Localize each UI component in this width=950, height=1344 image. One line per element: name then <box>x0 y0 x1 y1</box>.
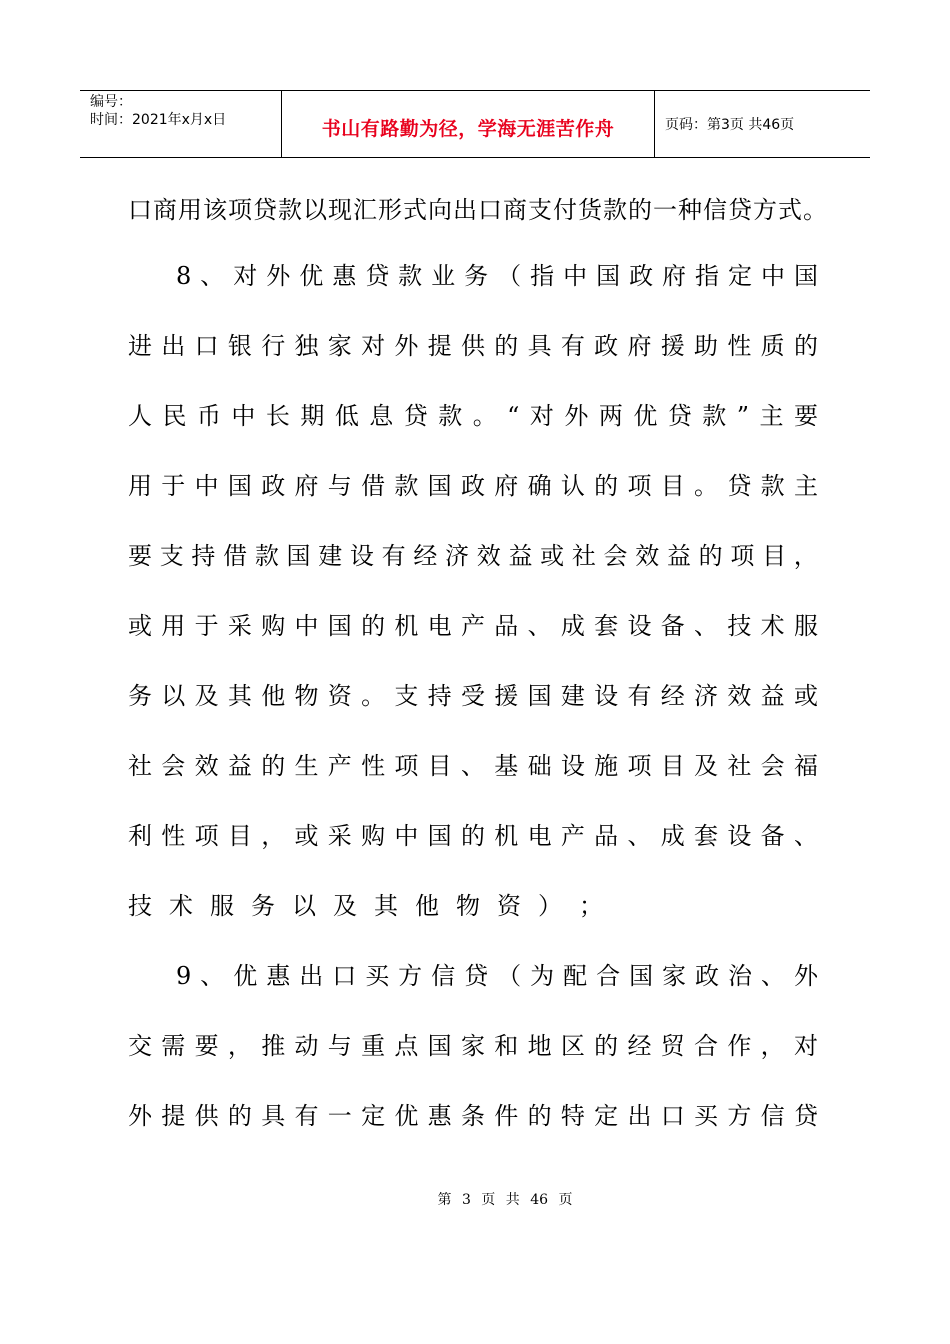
body-char: 套 <box>594 612 619 640</box>
body-char: 的 <box>527 1102 552 1130</box>
body-char: 定 <box>728 262 753 290</box>
body-char: 支 <box>394 682 419 710</box>
body-char: 8 <box>176 262 192 290</box>
body-char: 国 <box>227 472 252 500</box>
body-char: 用 <box>128 472 152 500</box>
body-char: 质 <box>760 332 785 360</box>
body-char: 主 <box>759 402 784 430</box>
body-char: 目 <box>660 472 685 500</box>
body-char: 、 <box>200 962 225 990</box>
body-line <box>128 606 818 676</box>
body-char: 人 <box>128 402 152 430</box>
body-char: 采 <box>227 612 252 640</box>
body-char: 借 <box>361 472 386 500</box>
body-char: 条 <box>460 1102 485 1130</box>
body-line <box>128 816 818 886</box>
body-line <box>128 466 818 536</box>
body-char: 优 <box>299 262 324 290</box>
body-char: 建 <box>318 542 343 570</box>
body-char: 、 <box>527 612 552 640</box>
body-char: 对 <box>361 332 386 360</box>
body-char: 会 <box>161 752 186 780</box>
body-char: 以 <box>161 682 186 710</box>
body-char: 益 <box>760 682 785 710</box>
body-line <box>128 956 818 1026</box>
body-char: 项 <box>627 472 652 500</box>
body-char: 采 <box>327 822 352 850</box>
header-motto-cell <box>282 91 655 157</box>
body-char: 服 <box>793 612 818 640</box>
body-char: 口 <box>194 332 219 360</box>
body-char: 款 <box>394 472 419 500</box>
body-char: 点 <box>394 1032 419 1060</box>
body-char: 持 <box>191 542 216 570</box>
body-char: 、 <box>627 822 652 850</box>
body-char: 中 <box>231 402 256 430</box>
body-char: 。 <box>361 682 386 710</box>
body-char: 物 <box>294 682 319 710</box>
body-char: 款 <box>760 472 785 500</box>
body-char: 产 <box>560 822 585 850</box>
body-char: 主 <box>793 472 818 500</box>
body-char: ； <box>579 892 603 920</box>
body-char: 、 <box>761 962 785 990</box>
body-char: 的 <box>460 822 485 850</box>
body-char: 外 <box>128 1102 152 1130</box>
body-char: 。 <box>472 402 497 430</box>
body-char: 提 <box>427 332 452 360</box>
body-char: 政 <box>594 332 619 360</box>
body-char: 设 <box>594 682 619 710</box>
body-char: 指 <box>695 262 720 290</box>
body-char: 机 <box>494 822 519 850</box>
body-char: 技 <box>727 612 752 640</box>
body-line <box>128 396 818 466</box>
body-char: 及 <box>194 682 219 710</box>
body-char: 中 <box>294 612 319 640</box>
body-char: 经 <box>413 542 438 570</box>
body-line <box>128 326 818 396</box>
body-char: 为 <box>530 962 555 990</box>
body-char: 目 <box>660 752 685 780</box>
body-char: 民 <box>162 402 187 430</box>
body-char: 国 <box>527 682 552 710</box>
body-char: 供 <box>194 1102 219 1130</box>
body-char: 支 <box>159 542 184 570</box>
body-char: 确 <box>527 472 552 500</box>
body-char: 两 <box>598 402 623 430</box>
body-char: 期 <box>300 402 325 430</box>
body-char: 治 <box>728 962 753 990</box>
body-char: 务 <box>464 262 489 290</box>
body-char: 9 <box>176 962 192 990</box>
body-char: 项 <box>730 542 755 570</box>
body-char: 政 <box>261 472 286 500</box>
body-char: 经 <box>660 682 685 710</box>
body-char: 外 <box>793 962 818 990</box>
body-char: 定 <box>594 1102 619 1130</box>
body-char: 成 <box>660 822 685 850</box>
body-line <box>128 256 818 326</box>
body-char: 款 <box>438 402 463 430</box>
body-char: 的 <box>361 612 386 640</box>
body-line <box>128 1096 818 1166</box>
body-char: 资 <box>497 892 521 920</box>
body-char: 特 <box>560 1102 585 1130</box>
document-body <box>128 190 828 1166</box>
body-char: 中 <box>194 472 219 500</box>
body-char: 推 <box>261 1032 286 1060</box>
body-char: 信 <box>760 1102 785 1130</box>
body-char: 其 <box>374 892 398 920</box>
body-char: 。 <box>694 472 719 500</box>
body-line <box>128 536 818 606</box>
body-char: 国 <box>327 612 352 640</box>
body-char: 的 <box>261 752 286 780</box>
body-char: 政 <box>629 262 654 290</box>
body-char: 与 <box>327 472 352 500</box>
body-char: 助 <box>694 332 719 360</box>
body-char: 府 <box>294 472 319 500</box>
body-char: 和 <box>494 1032 519 1060</box>
body-char: 产 <box>460 612 485 640</box>
body-char: 利 <box>128 822 152 850</box>
body-char: 物 <box>456 892 480 920</box>
body-char: 有 <box>381 542 406 570</box>
body-char: 对 <box>529 402 554 430</box>
body-char: 基 <box>494 752 519 780</box>
body-char: 项 <box>194 822 219 850</box>
body-char: 要 <box>793 402 818 430</box>
body-char: 府 <box>494 472 519 500</box>
body-char: 重 <box>361 1032 386 1060</box>
body-char: 用 <box>161 612 186 640</box>
body-char: 对 <box>233 262 258 290</box>
body-char: 贷 <box>403 402 428 430</box>
body-char: 与 <box>327 1032 352 1060</box>
body-char: 的 <box>698 542 723 570</box>
body-char: 目 <box>227 822 252 850</box>
body-char: 指 <box>530 262 555 290</box>
body-char: 或 <box>128 612 152 640</box>
body-char: “ <box>507 402 520 430</box>
body-char: 机 <box>394 612 419 640</box>
body-char: 国 <box>629 962 654 990</box>
body-char: 品 <box>594 822 619 850</box>
body-char: 务 <box>128 682 152 710</box>
body-char: 低 <box>334 402 359 430</box>
body-char: 设 <box>727 822 752 850</box>
body-char: 业 <box>431 262 456 290</box>
body-char: 信 <box>431 962 456 990</box>
body-char: ， <box>227 1032 252 1060</box>
body-char: 目 <box>762 542 787 570</box>
body-line: 口商用该项贷款以现汇形式向出口商支付货款的一种信贷方式。 <box>128 196 828 224</box>
body-char: 贷 <box>793 1102 818 1130</box>
body-char: 银 <box>227 332 252 360</box>
body-char: 服 <box>210 892 234 920</box>
body-char: 有 <box>294 1102 319 1130</box>
body-line <box>128 676 818 746</box>
body-char: 、 <box>200 262 225 290</box>
body-char: 出 <box>627 1102 652 1130</box>
body-char: ， <box>793 542 818 570</box>
header-meta <box>80 91 282 157</box>
body-char: 、 <box>793 822 818 850</box>
body-char: 方 <box>727 1102 752 1130</box>
body-char: 社 <box>727 752 752 780</box>
body-char: 的 <box>594 472 619 500</box>
body-char: ， <box>760 1032 785 1060</box>
body-char: 建 <box>560 682 585 710</box>
body-char: 会 <box>760 752 785 780</box>
body-char: 、 <box>460 752 485 780</box>
body-char: 贷 <box>667 402 692 430</box>
body-char: 合 <box>694 1032 719 1060</box>
body-char: 社 <box>571 542 596 570</box>
body-char: 中 <box>563 262 588 290</box>
body-char: 援 <box>660 332 685 360</box>
body-char: 益 <box>227 752 252 780</box>
body-char: 的 <box>594 1032 619 1060</box>
body-char: 购 <box>261 612 286 640</box>
body-char: 技 <box>128 892 152 920</box>
body-char: 国 <box>286 542 311 570</box>
body-char: 府 <box>662 262 687 290</box>
body-char: 套 <box>694 822 719 850</box>
body-char: 于 <box>194 612 219 640</box>
body-char: 项 <box>394 752 419 780</box>
body-char: 性 <box>161 822 186 850</box>
body-char: 以 <box>292 892 316 920</box>
body-char: 设 <box>349 542 374 570</box>
body-line <box>128 1026 818 1096</box>
body-char: 有 <box>627 682 652 710</box>
body-char: ， <box>261 822 286 850</box>
body-char: 外 <box>394 332 419 360</box>
body-char: 社 <box>128 752 152 780</box>
body-char: 具 <box>527 332 552 360</box>
body-char: 独 <box>294 332 319 360</box>
body-char: 或 <box>540 542 565 570</box>
body-char: 备 <box>660 612 685 640</box>
body-char: 合 <box>596 962 621 990</box>
body-char: 的 <box>227 1102 252 1130</box>
body-char: 政 <box>460 472 485 500</box>
body-char: 项 <box>627 752 652 780</box>
body-char: 惠 <box>332 262 357 290</box>
body-char: 出 <box>161 332 186 360</box>
body-char: 电 <box>527 822 552 850</box>
body-char: 要 <box>194 1032 219 1060</box>
body-char: （ <box>497 962 522 990</box>
body-char: 优 <box>394 1102 419 1130</box>
body-char: 贷 <box>464 962 489 990</box>
body-char: 口 <box>332 962 357 990</box>
body-char: 政 <box>695 962 720 990</box>
body-char: （ <box>497 262 522 290</box>
body-char: 交 <box>128 1032 152 1060</box>
body-char: ） <box>538 892 562 920</box>
body-char: 方 <box>398 962 423 990</box>
body-char: 提 <box>161 1102 186 1130</box>
body-char: 效 <box>635 542 660 570</box>
body-char: 他 <box>261 682 286 710</box>
body-char: 借 <box>223 542 248 570</box>
body-char: 品 <box>494 612 519 640</box>
body-char: 务 <box>251 892 275 920</box>
body-char: 地 <box>527 1032 552 1060</box>
body-char: 优 <box>233 962 258 990</box>
body-char: 国 <box>793 262 818 290</box>
body-char: 会 <box>603 542 628 570</box>
body-char: 认 <box>560 472 585 500</box>
body-char: 长 <box>265 402 290 430</box>
body-char: 产 <box>327 752 352 780</box>
body-line <box>128 886 818 956</box>
body-char: 援 <box>494 682 519 710</box>
body-char: 及 <box>333 892 357 920</box>
body-char: 中 <box>761 262 785 290</box>
body-char: 术 <box>760 612 785 640</box>
body-char: 行 <box>261 332 286 360</box>
body-char: 件 <box>494 1102 519 1130</box>
body-char: 作 <box>727 1032 752 1060</box>
body-char: 济 <box>694 682 719 710</box>
page-header <box>80 90 870 158</box>
document-number-label: 编号： <box>90 94 132 110</box>
header-page-number: 页码：第3页 共46页 <box>665 117 795 133</box>
body-char: 设 <box>627 612 652 640</box>
body-char: 定 <box>361 1102 386 1130</box>
body-char: 款 <box>398 262 423 290</box>
body-char: 设 <box>560 752 585 780</box>
body-char: 区 <box>560 1032 585 1060</box>
body-char: 买 <box>694 1102 719 1130</box>
body-char: 施 <box>594 752 619 780</box>
header-page-cell <box>655 91 870 157</box>
body-char: 受 <box>460 682 485 710</box>
body-char: 效 <box>476 542 501 570</box>
body-char: 购 <box>361 822 386 850</box>
body-char: 成 <box>560 612 585 640</box>
body-char: 一 <box>327 1102 352 1130</box>
body-char: 家 <box>327 332 352 360</box>
body-char: 款 <box>254 542 279 570</box>
body-char: 外 <box>266 262 291 290</box>
body-char: 惠 <box>427 1102 452 1130</box>
body-char: 他 <box>415 892 439 920</box>
body-char: 效 <box>194 752 219 780</box>
body-char: 家 <box>460 1032 485 1060</box>
body-char: 术 <box>169 892 193 920</box>
body-char: 对 <box>793 1032 818 1060</box>
body-char: 其 <box>227 682 252 710</box>
body-char: 或 <box>294 822 319 850</box>
body-char: 贷 <box>727 472 752 500</box>
body-char: 效 <box>727 682 752 710</box>
body-char: 于 <box>161 472 186 500</box>
body-char: 益 <box>508 542 533 570</box>
body-char: 出 <box>299 962 324 990</box>
body-char: 惠 <box>266 962 291 990</box>
page-footer: 第 3 页 共 46 页 <box>437 1192 573 1208</box>
body-char: 生 <box>294 752 319 780</box>
body-char: 备 <box>760 822 785 850</box>
body-char: 有 <box>560 332 585 360</box>
body-char: 的 <box>494 332 519 360</box>
body-char: 要 <box>128 542 152 570</box>
body-char: 国 <box>427 1032 452 1060</box>
body-char: 经 <box>627 1032 652 1060</box>
body-char: 益 <box>666 542 691 570</box>
body-char: 性 <box>727 332 752 360</box>
document-time-label: 时间：2021年x月x日 <box>90 112 227 128</box>
body-char: 府 <box>627 332 652 360</box>
body-char: 供 <box>460 332 485 360</box>
body-char: 础 <box>527 752 552 780</box>
body-char: 家 <box>662 962 687 990</box>
body-char: 具 <box>261 1102 286 1130</box>
body-char: 进 <box>128 332 152 360</box>
body-char: 息 <box>369 402 394 430</box>
body-char: 款 <box>702 402 727 430</box>
body-char: 资 <box>327 682 352 710</box>
body-char: 济 <box>445 542 470 570</box>
body-char: 币 <box>196 402 221 430</box>
body-char: 动 <box>294 1032 319 1060</box>
body-char: 外 <box>564 402 589 430</box>
body-char: 目 <box>427 752 452 780</box>
body-char: 贷 <box>365 262 390 290</box>
header-motto: 书山有路勤为径，学海无涯苦作舟 <box>321 117 615 140</box>
body-char: 、 <box>694 612 719 640</box>
body-char: 优 <box>633 402 658 430</box>
body-char: 国 <box>427 822 452 850</box>
body-char: 口 <box>660 1102 685 1130</box>
body-char: 买 <box>365 962 390 990</box>
body-char: 电 <box>427 612 452 640</box>
body-line <box>128 746 818 816</box>
body-char: 需 <box>161 1032 186 1060</box>
body-char: 配 <box>563 962 588 990</box>
body-char: 中 <box>394 822 419 850</box>
body-char: 持 <box>427 682 452 710</box>
body-char: 或 <box>793 682 818 710</box>
body-char: 福 <box>793 752 818 780</box>
body-char: 及 <box>694 752 719 780</box>
body-char: 贸 <box>660 1032 685 1060</box>
body-char: 性 <box>361 752 386 780</box>
body-char: 国 <box>427 472 452 500</box>
body-char: 国 <box>596 262 621 290</box>
body-char: ” <box>736 402 749 430</box>
body-char: 的 <box>793 332 818 360</box>
